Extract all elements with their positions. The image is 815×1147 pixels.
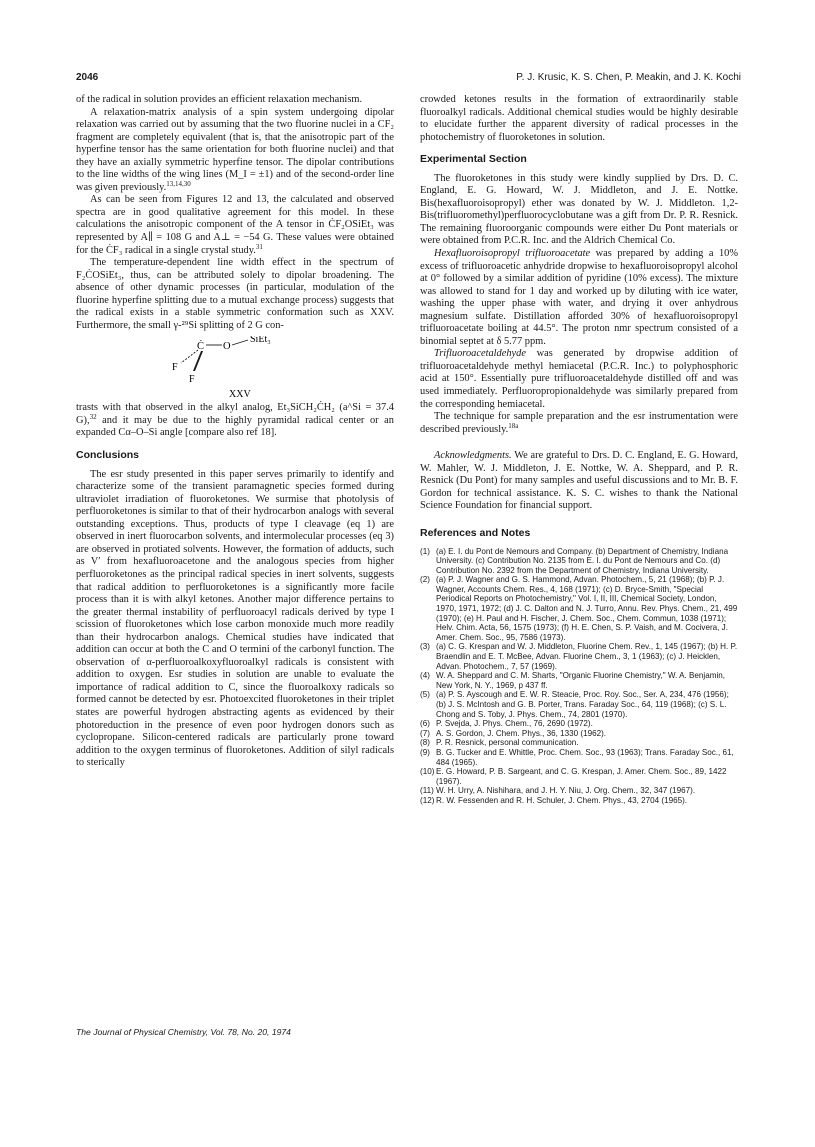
- paragraph: [76, 107, 394, 195]
- reference-number: (12): [420, 795, 435, 805]
- citation-superscript: 31: [255, 242, 263, 251]
- atom-f: F: [189, 374, 195, 386]
- reference-item: [420, 748, 738, 767]
- reference-text: (a) P. J. Wagner and G. S. Hammond, Advan. Photochem., 5, 21 (1968); (b) P. J. Wagner, Accounts Chem. Res., 4, 168 (1971); (c) D. Bryce-Smith, "Special Periodical Reports on Photochemistry," Vol. I, II, III, Chemical Society, London, 1970, 1971, 1972; (d) J. C. Dalton and N. J. Turro, Annu. Rev. Phys. Chem., 21, 499 (1970); (e) H. Paul and H. Fischer, J. Chem. Soc., Chem. Commun, 1038 (1971); Helv. Chim. Acta, 56, 1575 (1973); (f) H. E. Chen, S. P. Vaish, and M. Cocivera, J. Amer. Chem. Soc., 95, 7586 (1973).: [436, 575, 738, 642]
- reference-text: (a) E. I. du Pont de Nemours and Company. (b) Department of Chemistry, Indiana University. (c) Contribution No. 2135 from E. I. du Pont de Nemours and Co. (d) Contribution No. 2392 from the Department of Chemistry, Indiana University.: [436, 546, 729, 575]
- atom-sieet3: SiEt₃: [250, 336, 271, 346]
- reference-number: (4): [420, 671, 430, 681]
- paragraph: [420, 411, 738, 436]
- left-column: [76, 94, 394, 770]
- compound-name: Hexafluoroisopropyl trifluoroacetate: [434, 248, 591, 260]
- reference-text: R. W. Fessenden and R. H. Schuler, J. Chem. Phys., 43, 2704 (1965).: [436, 795, 688, 805]
- page-number: 2046: [76, 72, 99, 83]
- paragraph: [420, 348, 738, 411]
- reference-text: P. R. Resnick, personal communication.: [436, 738, 579, 748]
- journal-footer: The Journal of Physical Chemistry, Vol. 78, No. 20, 1974: [76, 1027, 291, 1037]
- structure-label: XXV: [229, 389, 251, 401]
- paragraph-text: and it may be due to the highly pyramidal radical center or an expanded Cα–O–Si angle [compare also ref 18].: [76, 414, 394, 439]
- section-heading-experimental: Experimental Section: [420, 153, 527, 166]
- reference-text: W. H. Urry, A. Nishihara, and J. H. Y. Niu, J. Org. Chem., 32, 347 (1967).: [436, 786, 696, 796]
- reference-item: [420, 690, 738, 719]
- reference-number: (7): [420, 728, 430, 738]
- paragraph: [420, 248, 738, 348]
- reference-item: [420, 642, 738, 671]
- paragraph: The fluoroketones in this study were kindly supplied by Drs. D. C. England, E. G. Howard, W. J. Middleton, and J. E. Nottke. Bis(hexafluoroisopropyl) ether was donated by W. J. Middleton. 1,2-Bis(trifluoromethyl)perfluorocyclobutane was a gift from Dr. P. R. Resnick. The remaining fluoroorganic compounds were either Du Pont materials or were obtained from P.C.R. Inc. and the Aldrich Chemical Co.: [420, 172, 738, 247]
- bond-c-f-wedge: [193, 351, 203, 371]
- reference-item: [420, 547, 738, 576]
- bond-c-f-dashed: [181, 350, 198, 363]
- paragraph: [76, 402, 394, 440]
- reference-item: [420, 729, 738, 739]
- reference-number: (6): [420, 719, 430, 729]
- atom-c: Ċ: [197, 341, 205, 353]
- citation-superscript: 13,14,30: [166, 179, 191, 188]
- paragraph: of the radical in solution provides an efficient relaxation mechanism.: [76, 94, 363, 105]
- paragraph-text: A relaxation-matrix analysis of a spin system undergoing dipolar relaxation was carried out by assuming that the two fluorine nuclei in a CF₂ fragment are completely equivalent (that is, that the anisotropic part of the hyperfine tensor has the same orientation for both fluorine nuclei) and that they have an axially symmetric hyperfine tensor. The dipolar contributions to the line widths of the wing lines (M_I = ±1) and of the second-order line was given previously.: [76, 106, 394, 193]
- reference-text: A. S. Gordon, J. Chem. Phys., 36, 1330 (1962).: [436, 728, 607, 738]
- atom-o: O: [223, 341, 231, 353]
- references-list: [420, 547, 738, 806]
- reference-text: P. Svejda, J. Phys. Chem., 76, 2690 (1972).: [436, 719, 593, 729]
- compound-name: Trifluoroacetaldehyde: [434, 348, 526, 360]
- reference-number: (1): [420, 546, 430, 556]
- paragraph: crowded ketones results in the formation of extraordinarily stable fluoroalkyl radicals. Additional chemical studies would be highly desirable to elucidate further the apparent diversity of radical processes in the photochemistry of fluoroketones in solution.: [420, 94, 738, 143]
- paragraph: The temperature-dependent line width effect in the spectrum of F₂ĊOSiEt₃, thus, can be attributed solely to dipolar broadening. The absence of other dynamic processes (in particular, modulation of the fluorine hyperfine splitting due to a mutual exchange process) suggests that the radical exists in a stable symmetric conformation such as XXV. Furthermore, the small γ-²⁹Si splitting of 2 G con-: [76, 257, 394, 331]
- reference-number: (5): [420, 690, 430, 700]
- paragraph-text: We are grateful to Drs. D. C. England, E. G. Howard, W. Mahler, W. J. Middleton, J. E. Nottke, W. A. Sheppard, and P. R. Resnick (Du Pont) for many samples and useful discussions and to Mr. B. F. Gordon for technical assistance. K. S. C. wishes to thank the National Science Foundation for financial support.: [420, 450, 738, 512]
- structure-drawing: [76, 336, 394, 400]
- reference-item: [420, 786, 738, 796]
- reference-number: (9): [420, 747, 430, 757]
- bond-o-si: [232, 340, 248, 345]
- paragraph-text: trasts with that observed in the alkyl analog, Et₃SiCH₂ĊH₂ (a^Si = 37.4 G),: [76, 402, 394, 426]
- reference-item: [420, 738, 738, 748]
- structure-xxv: [76, 336, 394, 400]
- citation-superscript: 18a: [508, 421, 519, 430]
- paragraph: The esr study presented in this paper serves primarily to identify and characterize some of the transient paramagnetic species formed during ultraviolet irradiation of fluoroketones. We surmise that photolysis of perfluoroketones is similar to that of their hydrocarbon analogs with several outstanding exceptions. Thus, products of type I cleavage (eq 1) are observed in inert fluorocarbon solvents, and intermolecular processes (eq 3) are observed in protiated solvents. However, the formation of adducts, such as V′ from hexafluoroacetone and the analogous species from higher perfluoroketones as the principal radical species in inert solvents, suggests that radical addition to perfluoroketones is a significantly more facile process than it is with alkyl ketones. Another major difference pertains to the greater thermal instability of perfluoroacyl radicals derived by type I scission of fluoroketones which lose carbon monoxide much more readily than their hydrocarbon analogs. Chemical studies have indicated that addition can occur at both the C and O termini of the carbonyl function. The observation of α-perfluoroalkoxyfluoroalkyl radicals is consistent with addition to oxygen. Esr studies in solution are unable to evaluate the importance of radical addition to C, since the fluoroalkoxy radicals so formed cannot be detected by esr. Photoexcited fluoroketones in their triplet states are powerful hydrogen abstracting agents as evidenced by their photoreduction in the presence of even poor hydrogen donors such as cyclopropane. Silicon-centered radicals are particularly prone toward addition to the oxygen terminus of fluoroketones. Addition of silyl radicals to sterically: [76, 468, 394, 769]
- citation-superscript: 32: [89, 412, 97, 421]
- paragraph-text: As can be seen from Figures 12 and 13, the calculated and observed spectra are in good qualitative agreement for this model. In these calculations the anisotropic component of the A tensor in ĊF₂OSiEt₃ was represented by A∥ = 108 G and A⊥ = −54 G. These values were obtained for the ĊF₃ radical in a single crystal study.: [76, 194, 394, 256]
- right-column: [420, 94, 738, 806]
- paragraph-text: was generated by dropwise addition of trifluoroacetaldehyde methyl hemiacetal (P.C.R. Inc.) to polyphosphoric acid at 150°. Essentially pure trifluoroacetaldehyde distilled off and was used immediately. Perfluoropropionaldehyde was similarly prepared from the corresponding hemiacetal.: [420, 348, 738, 410]
- reference-text: (a) P. S. Ayscough and E. W. R. Steacie, Proc. Roy. Soc., Ser. A, 234, 476 (1956); (b) J. S. McIntosh and G. B. Porter, Trans. Faraday Soc., 64, 119 (1968); (c) S. L. Chong and S. Toby, J. Phys. Chem., 74, 2801 (1970).: [436, 690, 729, 719]
- reference-text: E. G. Howard, P. B. Sargeant, and C. G. Krespan, J. Amer. Chem. Soc., 89, 1422 (1967).: [436, 767, 727, 786]
- reference-item: [420, 767, 738, 786]
- acknowledgments-heading: Acknowledgments.: [434, 450, 512, 462]
- reference-number: (3): [420, 642, 430, 652]
- reference-number: (11): [420, 786, 434, 796]
- paragraph-text: was prepared by adding a 10% excess of trifluoroacetic anhydride dropwise to hexafluoroisopropyl alcohol at 0° followed by a similar addition of pyridine (10% excess). The mixture was allowed to stand for 1 day and worked up by diluting with ice water, washing the upper phase with water, and drying it over anhydrous magnesium sulfate. Distillation afforded 30% of hexafluoroisopropyl trifluoroacetate boiling at 44.5°. The proton nmr spectrum consisted of a binomial septet at δ 5.77 ppm.: [420, 248, 738, 347]
- reference-item: [420, 671, 738, 690]
- reference-number: (2): [420, 575, 430, 585]
- acknowledgments: [420, 450, 738, 513]
- reference-item: [420, 719, 738, 729]
- running-header-authors: P. J. Krusic, K. S. Chen, P. Meakin, and J. K. Kochi: [516, 72, 741, 83]
- section-heading-conclusions: Conclusions: [76, 449, 140, 462]
- reference-text: (a) C. G. Krespan and W. J. Middleton, Fluorine Chem. Rev., 1, 145 (1967); (b) H. P. Braendlin and E. T. McBee, Advan. Fluorine Chem., 3, 1 (1963); (c) J. Heicklen, Advan. Photochem., 7, 57 (1969).: [436, 642, 738, 671]
- paragraph-text: The technique for sample preparation and the esr instrumentation were described previously.: [420, 411, 738, 435]
- reference-text: B. G. Tucker and E. Whittle, Proc. Chem. Soc., 93 (1963); Trans. Faraday Soc., 61, 484 (1965).: [436, 747, 734, 767]
- reference-number: (10): [420, 767, 435, 777]
- section-heading-references: References and Notes: [420, 526, 531, 539]
- reference-item: [420, 575, 738, 642]
- reference-item: [420, 796, 738, 806]
- paragraph: [76, 194, 394, 257]
- reference-text: W. A. Sheppard and C. M. Sharts, "Organic Fluorine Chemistry," W. A. Benjamin, New York, N. Y., 1969, p 437 ff.: [436, 671, 725, 690]
- atom-f: F: [172, 362, 178, 374]
- reference-number: (8): [420, 738, 430, 748]
